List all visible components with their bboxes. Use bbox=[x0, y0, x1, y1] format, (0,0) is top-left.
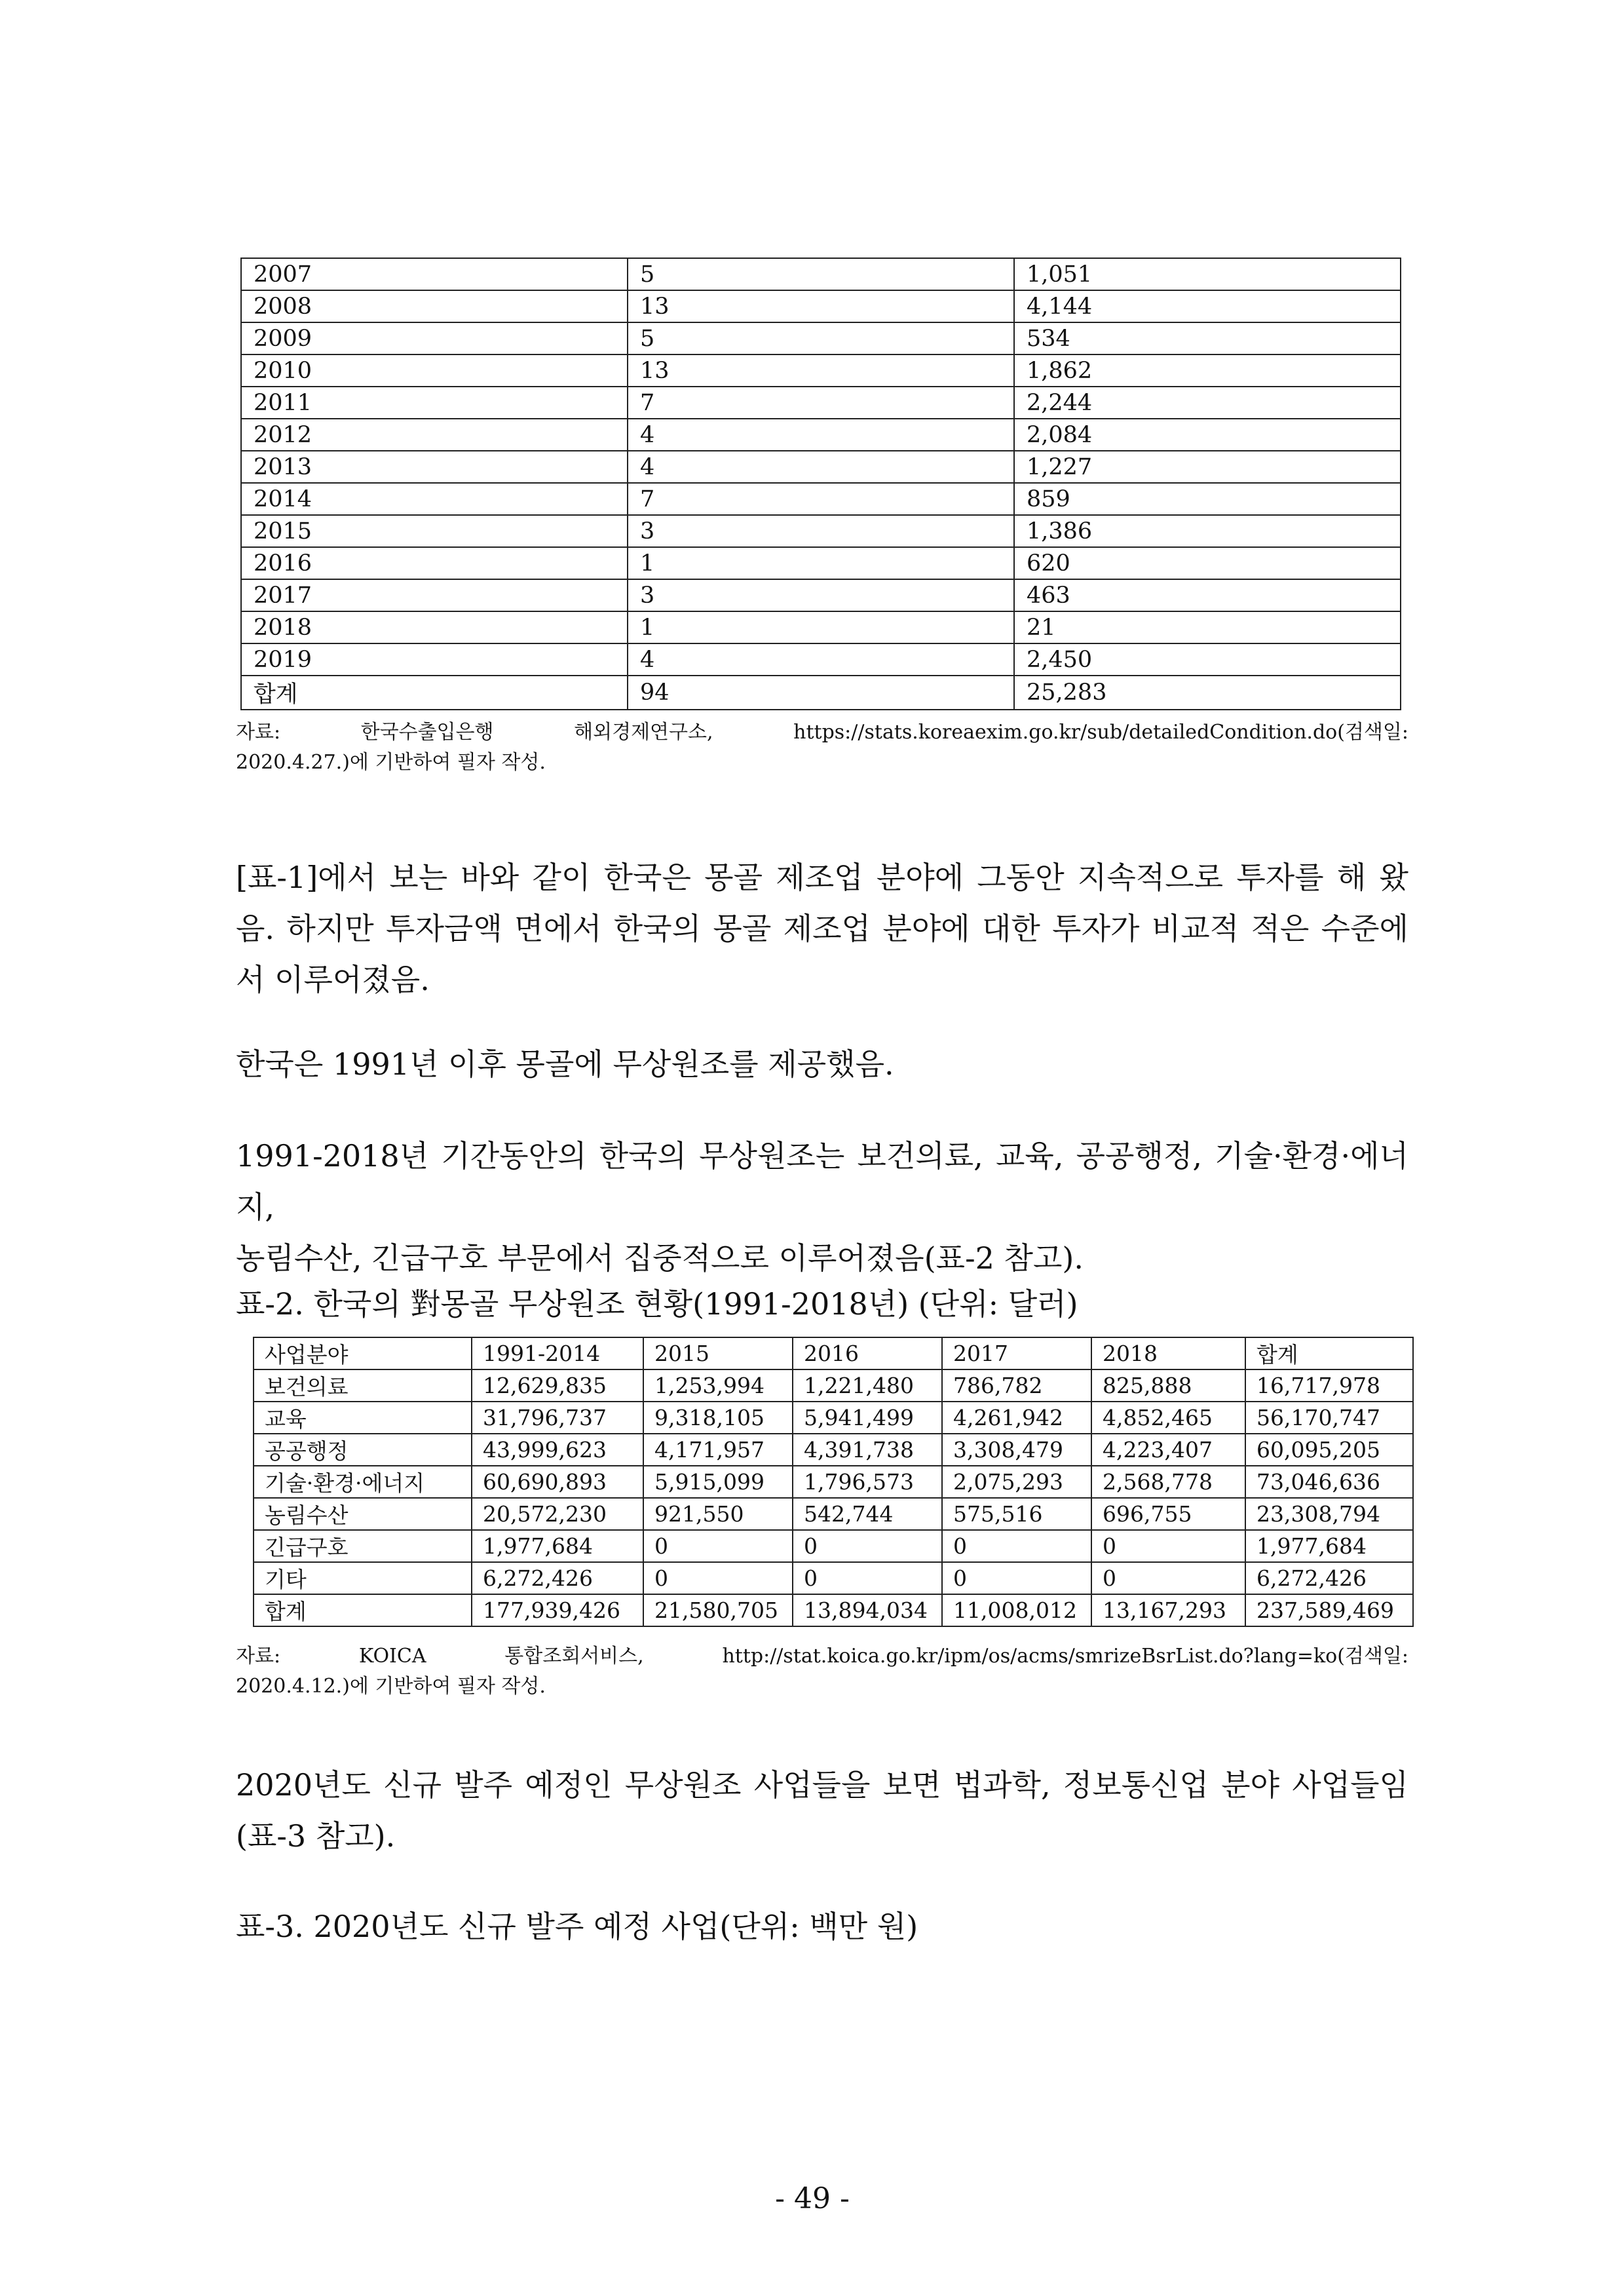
table-row bbox=[254, 1402, 1413, 1434]
table-cell: 4,852,465 bbox=[1091, 1402, 1245, 1434]
table-cell: 2011 bbox=[241, 387, 628, 419]
table-cell: 1 bbox=[628, 547, 1014, 579]
source-label: 자료: bbox=[236, 721, 281, 744]
table-cell: 합계 bbox=[241, 676, 628, 710]
table-cell: 7 bbox=[628, 387, 1014, 419]
table-cell: 16,717,978 bbox=[1245, 1369, 1413, 1402]
table-cell: 4,261,942 bbox=[942, 1402, 1091, 1434]
table-cell: 20,572,230 bbox=[472, 1498, 643, 1530]
table-row bbox=[241, 643, 1401, 676]
paragraph-line: 농림수산, 긴급구호 부문에서 집중적으로 이루어졌음(표-2 참고). bbox=[236, 1240, 1084, 1276]
investment-table-body bbox=[241, 258, 1401, 710]
paragraph-investment-summary bbox=[236, 852, 1408, 1005]
paragraph-grant-aid-sectors bbox=[236, 1130, 1408, 1284]
table-row bbox=[241, 451, 1401, 483]
table-cell: 542,744 bbox=[793, 1498, 942, 1530]
table-cell: 5,915,099 bbox=[643, 1466, 793, 1498]
source-label: 자료: bbox=[236, 1645, 281, 1668]
table-cell: 73,046,636 bbox=[1245, 1466, 1413, 1498]
paragraph-grant-aid-start bbox=[236, 1039, 1408, 1090]
table-cell: 2019 bbox=[241, 643, 628, 676]
table-header-cell: 1991-2014 bbox=[472, 1337, 643, 1369]
grant-aid-table-body bbox=[254, 1337, 1413, 1626]
table-header-cell: 사업분야 bbox=[254, 1337, 472, 1369]
paragraph-line: 서 이루어졌음. bbox=[236, 962, 430, 997]
table-cell: 1,796,573 bbox=[793, 1466, 942, 1498]
table-cell: 긴급구호 bbox=[254, 1530, 472, 1562]
source-url: http://stat.koica.go.kr/ipm/os/acms/smrizeBsrList.do?lang=ko(검색일: bbox=[722, 1645, 1408, 1668]
table-cell: 7 bbox=[628, 483, 1014, 515]
table-cell: 2,244 bbox=[1014, 387, 1401, 419]
table-cell: 2012 bbox=[241, 419, 628, 451]
table-cell: 0 bbox=[643, 1530, 793, 1562]
table-cell: 6,272,426 bbox=[1245, 1562, 1413, 1594]
table2-source-note bbox=[236, 1641, 1408, 1702]
table-cell: 2015 bbox=[241, 515, 628, 547]
table-cell: 56,170,747 bbox=[1245, 1402, 1413, 1434]
table-cell: 23,308,794 bbox=[1245, 1498, 1413, 1530]
table-header-cell: 2015 bbox=[643, 1337, 793, 1369]
table-cell: 25,283 bbox=[1014, 676, 1401, 710]
table-row bbox=[241, 579, 1401, 611]
table-cell: 825,888 bbox=[1091, 1369, 1245, 1402]
table-cell: 2018 bbox=[241, 611, 628, 643]
grant-aid-table bbox=[253, 1337, 1414, 1627]
table-cell: 합계 bbox=[254, 1594, 472, 1626]
table-cell: 5 bbox=[628, 258, 1014, 290]
table-cell: 2014 bbox=[241, 483, 628, 515]
page-number: - 49 - bbox=[775, 2182, 850, 2215]
paragraph-2020-projects bbox=[236, 1759, 1408, 1862]
table-row bbox=[241, 387, 1401, 419]
table-cell: 2016 bbox=[241, 547, 628, 579]
table-row bbox=[254, 1369, 1413, 1402]
table2-caption: 표-2. 한국의 對몽골 무상원조 현황(1991-2018년) (단위: 달러) bbox=[236, 1286, 1078, 1322]
table-cell: 4 bbox=[628, 419, 1014, 451]
table-cell: 1,862 bbox=[1014, 354, 1401, 387]
table1-source-note bbox=[236, 718, 1408, 778]
table-cell: 859 bbox=[1014, 483, 1401, 515]
table-cell: 2008 bbox=[241, 290, 628, 322]
table-header-row bbox=[254, 1337, 1413, 1369]
table-row bbox=[254, 1498, 1413, 1530]
table-row bbox=[241, 258, 1401, 290]
table-cell: 620 bbox=[1014, 547, 1401, 579]
table-cell: 2,450 bbox=[1014, 643, 1401, 676]
source-org: KOICA bbox=[358, 1645, 426, 1668]
table-row bbox=[254, 1530, 1413, 1562]
table-cell: 1,051 bbox=[1014, 258, 1401, 290]
table-cell: 1,977,684 bbox=[472, 1530, 643, 1562]
table-cell: 기술·환경·에너지 bbox=[254, 1466, 472, 1498]
table-cell: 11,008,012 bbox=[942, 1594, 1091, 1626]
table-row bbox=[241, 547, 1401, 579]
table-cell: 3 bbox=[628, 579, 1014, 611]
table-cell: 5 bbox=[628, 322, 1014, 354]
table-header-cell: 2018 bbox=[1091, 1337, 1245, 1369]
table-cell: 1,221,480 bbox=[793, 1369, 942, 1402]
table-cell: 9,318,105 bbox=[643, 1402, 793, 1434]
source-org-dept: 해외경제연구소, bbox=[574, 721, 713, 744]
paragraph-line: [표-1]에서 보는 바와 같이 한국은 몽골 제조업 분야에 그동안 지속적으로 투자를 해 왔 bbox=[236, 860, 1408, 895]
table-cell: 0 bbox=[1091, 1562, 1245, 1594]
table-cell: 2007 bbox=[241, 258, 628, 290]
table-cell: 0 bbox=[942, 1530, 1091, 1562]
table-cell: 0 bbox=[643, 1562, 793, 1594]
table-row bbox=[254, 1434, 1413, 1466]
table-cell: 177,939,426 bbox=[472, 1594, 643, 1626]
table-cell: 1 bbox=[628, 611, 1014, 643]
source-date-line: 2020.4.12.)에 기반하여 필자 작성. bbox=[236, 1675, 546, 1698]
table-cell: 교육 bbox=[254, 1402, 472, 1434]
table-row bbox=[241, 290, 1401, 322]
table-cell: 696,755 bbox=[1091, 1498, 1245, 1530]
table-cell: 1,253,994 bbox=[643, 1369, 793, 1402]
table-cell: 0 bbox=[1091, 1530, 1245, 1562]
table-row bbox=[241, 483, 1401, 515]
paragraph-line: 1991-2018년 기간동안의 한국의 무상원조는 보건의료, 교육, 공공행정, 기술·환경·에너지, bbox=[236, 1138, 1408, 1225]
table-row bbox=[241, 676, 1401, 710]
table-cell: 575,516 bbox=[942, 1498, 1091, 1530]
table3-caption: 표-3. 2020년도 신규 발주 예정 사업(단위: 백만 원) bbox=[236, 1909, 918, 1944]
table-cell: 13,894,034 bbox=[793, 1594, 942, 1626]
table-cell: 534 bbox=[1014, 322, 1401, 354]
table-cell: 2,568,778 bbox=[1091, 1466, 1245, 1498]
table-cell: 2017 bbox=[241, 579, 628, 611]
table-cell: 2013 bbox=[241, 451, 628, 483]
table-cell: 농림수산 bbox=[254, 1498, 472, 1530]
table-cell: 21,580,705 bbox=[643, 1594, 793, 1626]
paragraph-line: 2020년도 신규 발주 예정인 무상원조 사업들을 보면 법과학, 정보통신업 분야 사업들임 bbox=[236, 1767, 1408, 1803]
paragraph-line: 한국은 1991년 이후 몽골에 무상원조를 제공했음. bbox=[236, 1046, 894, 1082]
table-row bbox=[241, 419, 1401, 451]
table-cell: 1,227 bbox=[1014, 451, 1401, 483]
table-row bbox=[241, 515, 1401, 547]
table-row bbox=[254, 1562, 1413, 1594]
table-cell: 5,941,499 bbox=[793, 1402, 942, 1434]
source-org-dept: 통합조회서비스, bbox=[504, 1645, 644, 1668]
table-cell: 3,308,479 bbox=[942, 1434, 1091, 1466]
source-url: https://stats.koreaexim.go.kr/sub/detailedCondition.do(검색일: bbox=[793, 721, 1408, 744]
table-row bbox=[241, 611, 1401, 643]
paragraph-line: 음. 하지만 투자금액 면에서 한국의 몽골 제조업 분야에 대한 투자가 비교적 적은 수준에 bbox=[236, 911, 1408, 946]
table-cell: 4,223,407 bbox=[1091, 1434, 1245, 1466]
table-cell: 1,977,684 bbox=[1245, 1530, 1413, 1562]
table-row bbox=[241, 322, 1401, 354]
table-cell: 4,391,738 bbox=[793, 1434, 942, 1466]
table-cell: 1,386 bbox=[1014, 515, 1401, 547]
source-date-line: 2020.4.27.)에 기반하여 필자 작성. bbox=[236, 751, 546, 774]
table-cell: 60,690,893 bbox=[472, 1466, 643, 1498]
table-cell: 2010 bbox=[241, 354, 628, 387]
table-cell: 21 bbox=[1014, 611, 1401, 643]
table-cell: 4 bbox=[628, 643, 1014, 676]
table-cell: 2,075,293 bbox=[942, 1466, 1091, 1498]
table-row bbox=[254, 1466, 1413, 1498]
table-cell: 463 bbox=[1014, 579, 1401, 611]
table-cell: 786,782 bbox=[942, 1369, 1091, 1402]
investment-table bbox=[240, 258, 1401, 710]
table-cell: 94 bbox=[628, 676, 1014, 710]
table-cell: 3 bbox=[628, 515, 1014, 547]
table-cell: 921,550 bbox=[643, 1498, 793, 1530]
table-cell: 31,796,737 bbox=[472, 1402, 643, 1434]
table-cell: 0 bbox=[942, 1562, 1091, 1594]
table-cell: 2,084 bbox=[1014, 419, 1401, 451]
table-cell: 2009 bbox=[241, 322, 628, 354]
table-cell: 0 bbox=[793, 1562, 942, 1594]
table-cell: 13 bbox=[628, 290, 1014, 322]
table-cell: 13 bbox=[628, 354, 1014, 387]
table-cell: 43,999,623 bbox=[472, 1434, 643, 1466]
table-row bbox=[241, 354, 1401, 387]
table-cell: 4,144 bbox=[1014, 290, 1401, 322]
table-cell: 기타 bbox=[254, 1562, 472, 1594]
table-header-cell: 2016 bbox=[793, 1337, 942, 1369]
table-cell: 4,171,957 bbox=[643, 1434, 793, 1466]
table-cell: 0 bbox=[793, 1530, 942, 1562]
source-org: 한국수출입은행 bbox=[360, 721, 494, 744]
table-header-cell: 합계 bbox=[1245, 1337, 1413, 1369]
table-cell: 보건의료 bbox=[254, 1369, 472, 1402]
table-row bbox=[254, 1594, 1413, 1626]
table-cell: 공공행정 bbox=[254, 1434, 472, 1466]
table-cell: 13,167,293 bbox=[1091, 1594, 1245, 1626]
table-cell: 237,589,469 bbox=[1245, 1594, 1413, 1626]
table-cell: 4 bbox=[628, 451, 1014, 483]
table-cell: 60,095,205 bbox=[1245, 1434, 1413, 1466]
table-cell: 12,629,835 bbox=[472, 1369, 643, 1402]
paragraph-line: (표-3 참고). bbox=[236, 1818, 396, 1854]
table-cell: 6,272,426 bbox=[472, 1562, 643, 1594]
table-header-cell: 2017 bbox=[942, 1337, 1091, 1369]
